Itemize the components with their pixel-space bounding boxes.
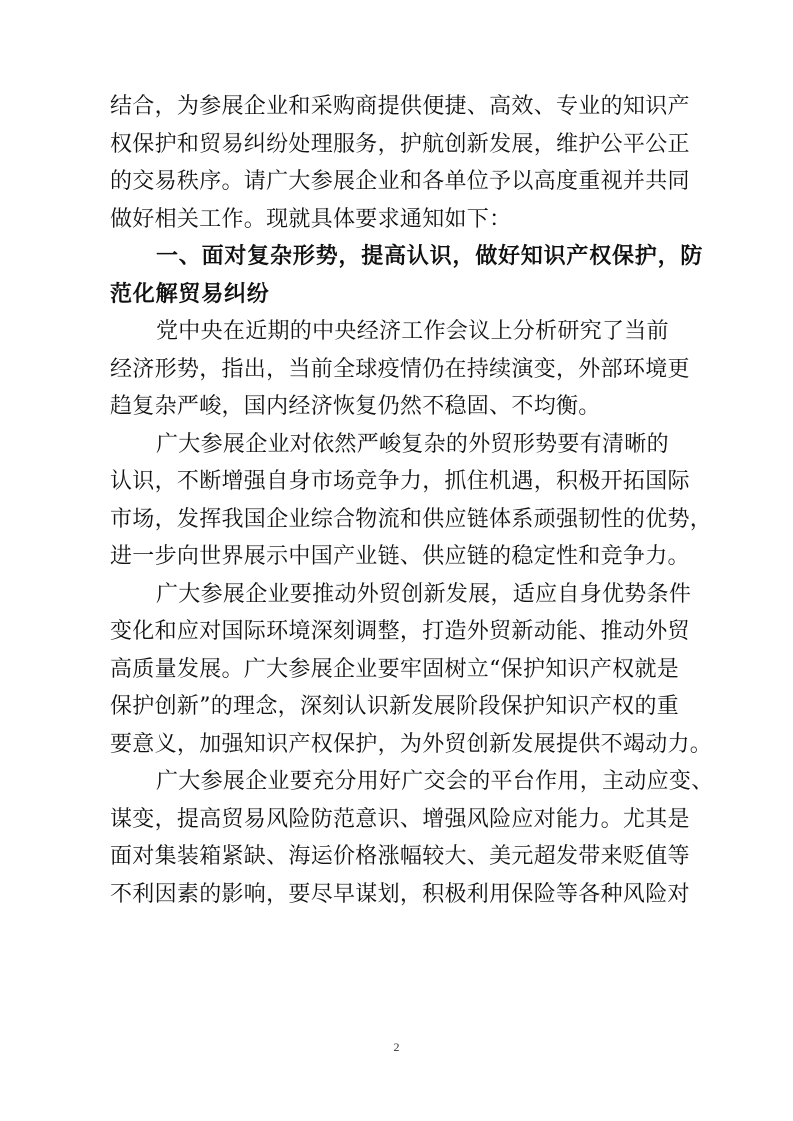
body-line: 高质量发展。广大参展企业要牢固树立“保护知识产权就是	[110, 656, 680, 682]
section-heading-line: 一、面对复杂形势，提高认识，做好知识产权保护，防	[156, 244, 704, 269]
paragraph-first-line: 党中央在近期的中央经济工作会议上分析研究了当前	[156, 319, 669, 344]
body-line: 进一步向世界展示中国产业链、供应链的稳定性和竞争力。	[110, 544, 690, 569]
page-number: 2	[393, 1040, 400, 1054]
body-line: 经济形势，指出，当前全球疫情仍在持续演变，外部环境更	[110, 356, 690, 382]
body-line: 市场，发挥我国企业综合物流和供应链体系顽强韧性的优势，	[110, 506, 713, 532]
body-line: 变化和应对国际环境深刻调整，打造外贸新动能、推动外贸	[110, 619, 690, 644]
body-line: 面对集装箱紧缺、海运价格涨幅较大、美元超发带来贬值等	[110, 844, 690, 869]
body-line: 的交易秩序。请广大参展企业和各单位予以高度重视并共同	[110, 169, 690, 194]
body-line: 不利因素的影响，要尽早谋划，积极利用保险等各种风险对	[110, 881, 690, 907]
body-line: 要意义，加强知识产权保护，为外贸创新发展提供不竭动力。	[110, 731, 713, 757]
document-body	[110, 88, 714, 913]
body-line: 认识，不断增强自身市场竞争力，抓住机遇，积极开拓国际	[110, 469, 690, 494]
paragraph-first-line: 广大参展企业要充分用好广交会的平台作用，主动应变、	[156, 769, 714, 794]
body-line: 权保护和贸易纠纷处理服务，护航创新发展，维护公平公正	[110, 131, 690, 157]
paragraph-first-line: 广大参展企业对依然严峻复杂的外贸形势要有清晰的	[156, 431, 669, 457]
body-line: 结合，为参展企业和采购商提供便捷、高效、专业的知识产	[110, 94, 690, 119]
body-line: 趋复杂严峻，国内经济恢复仍然不稳固、不均衡。	[110, 394, 601, 419]
body-line: 保护创新”的理念，深刻认识新发展阶段保护知识产权的重	[110, 694, 680, 719]
body-line: 谋变，提高贸易风险防范意识、增强风险应对能力。尤其是	[110, 806, 690, 832]
section-heading-line: 范化解贸易纠纷	[110, 281, 270, 307]
paragraph-first-line: 广大参展企业要推动外贸创新发展，适应自身优势条件	[156, 581, 692, 607]
body-line: 做好相关工作。现就具体要求通知如下：	[110, 206, 512, 232]
